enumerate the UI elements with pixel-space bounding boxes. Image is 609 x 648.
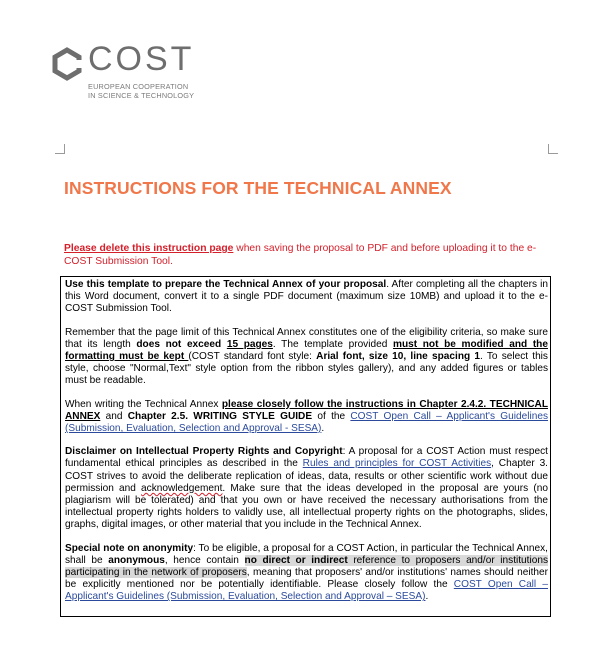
para5-text4: . bbox=[425, 591, 429, 603]
para3-text4: . bbox=[321, 423, 325, 435]
page-margin-marker-left bbox=[55, 144, 65, 154]
para2-formatting-rule: must not be modified and the formatting must be kept bbox=[65, 338, 548, 363]
para5-highlight-text: reference to proposers and/or institutions participating in the network of proposers bbox=[65, 554, 548, 579]
instructions-box bbox=[60, 276, 551, 617]
para2-page-count: 15 pages bbox=[226, 338, 273, 350]
para3-chapter-ref: please closely follow the instructions in Chapter 2.4.2. TECHNICAL ANNEX bbox=[65, 398, 548, 422]
para3-text2: and bbox=[100, 410, 128, 422]
deletion-note-lead: Please delete this instruction page bbox=[64, 243, 234, 254]
para5-text3: , meaning that proposers' and/or institutions' names should neither be explicitly mentioned nor be potentially identifiable. Please closely follow the bbox=[65, 567, 548, 591]
para4-text2: , Chapter 3. COST strives to avoid the deliberate replication of ideas, data, results or other scientific work without due permission and bbox=[65, 458, 548, 494]
cost-hexagon-icon bbox=[50, 47, 84, 81]
para3-style-guide-ref: Chapter 2.5. WRITING STYLE GUIDE bbox=[127, 410, 313, 422]
paragraph-anonymity bbox=[65, 543, 548, 604]
para1-lead: Use this template to prepare the Technical Annex of your proposal bbox=[65, 279, 387, 290]
logo-tagline-line1: EUROPEAN COOPERATION bbox=[88, 82, 189, 91]
paragraph-writing-guidance bbox=[65, 399, 548, 436]
para5-highlight-bold: no direct or indirect bbox=[244, 554, 348, 566]
para2-text4: . To select this style, choose "Normal,Text" style option from the ribbon styles gallery), and any added figures or tables must be readable. bbox=[65, 351, 548, 387]
spellcheck-flagged-word: acknowledgement bbox=[141, 482, 223, 494]
page-margin-marker-right bbox=[548, 144, 558, 154]
cost-logo bbox=[50, 40, 200, 100]
paragraph-ipr-disclaimer bbox=[65, 446, 548, 531]
para5-text2: , hence contain bbox=[164, 554, 245, 566]
deletion-note bbox=[64, 242, 552, 268]
para5-text1: : To be eligible, a proposal for a COST Action, in particular the Technical Annex, shall be bbox=[65, 542, 548, 566]
page-title: INSTRUCTIONS FOR THE TECHNICAL ANNEX bbox=[64, 178, 452, 198]
logo-wordmark: COST bbox=[88, 40, 195, 78]
para2-bold1: does not exceed bbox=[136, 338, 227, 350]
para5-anonymous: anonymous bbox=[108, 554, 165, 566]
guidelines-link-2[interactable]: COST Open Call – Applicant's Guidelines (Submission, Evaluation, Selection and Approval – SESA) bbox=[65, 579, 548, 603]
para2-font-spec: Arial font, size 10, line spacing 1 bbox=[316, 351, 480, 363]
deletion-note-text: when saving the proposal to PDF and before uploading it to the e-COST Submission Tool. bbox=[64, 243, 537, 267]
paragraph-template-usage bbox=[65, 279, 548, 316]
para5-lead: Special note on anonymity bbox=[65, 542, 194, 554]
rules-principles-link[interactable]: Rules and principles for COST Activities bbox=[302, 458, 492, 470]
para4-lead: Disclaimer on Intellectual Property Rights and Copyright bbox=[65, 446, 343, 458]
para2-text3: (COST standard font style: bbox=[188, 351, 317, 363]
para4-text3: . Make sure that the ideas developed in the proposal are yours (no plagiarism will be tolerated) and that you own or have received the necessary authorisations from the intellectual property rights holders to validly use, all intellectual property rights on the photographs, slides, graphs, digital images, or other material that you include in the Technical Annex. bbox=[65, 482, 548, 531]
para2-text2: . The template provided bbox=[272, 338, 393, 350]
guidelines-link[interactable]: COST Open Call – Applicant's Guidelines (Submission, Evaluation, Selection and Approval - SESA) bbox=[65, 410, 548, 435]
logo-tagline-line2: IN SCIENCE & TECHNOLOGY bbox=[88, 91, 195, 100]
para3-text1: When writing the Technical Annex bbox=[65, 398, 222, 410]
para4-text1: : A proposal for a COST Action must respect fundamental ethical principles as described in the bbox=[65, 446, 548, 470]
paragraph-page-limit bbox=[65, 327, 548, 388]
para3-text3: of the bbox=[312, 410, 351, 422]
para2-text1: Remember that the page limit of this Technical Annex constitutes one of the eligibility criteria, so make sure that its length bbox=[65, 326, 548, 350]
para1-text: . After completing all the chapters in this Word document, convert it to a single PDF document (maximum size 10MB) and upload it to the e-COST Submission Tool. bbox=[65, 279, 548, 315]
